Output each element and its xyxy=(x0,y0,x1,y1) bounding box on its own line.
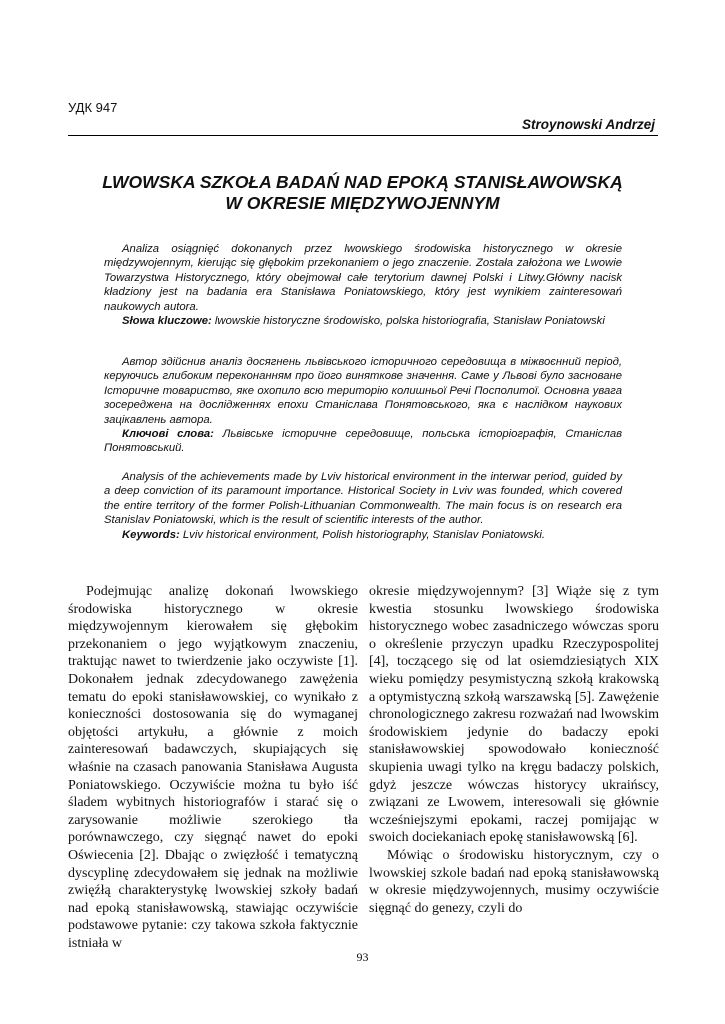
body-paragraph: okresie międzywojennym? [3] Wiąże się z tym kwestia stosunku lwowskiego środowiska historycznego wobec zasadniczego wówczas sporu o określenie przyczyn upadku Rzeczypospolitej [4], toczącego się od lat osiemdziesiątych XIX wieku pomiędzy pesymistyczną szkołą krakowską a optymistyczną szkołą warszawską [5]. Zawężenie chronologicznego zakresu rozważań nad lwowskim środowiskiem jedynie do badaczy epoki stanisławowskiej spowodowało konieczność skupienia uwagi tylko na kręgu badaczy polskich, gdyż jeszcze wówczas historycy ukraińscy, związani ze Lwowem, interesowali się głównie wcześniejszymi epokami, raczej pomijając w swoich dociekaniach epokę stanisławowską [6]. xyxy=(369,584,659,846)
keywords-ukrainian-label: Ключові слова: xyxy=(122,428,214,441)
page-number: 93 xyxy=(356,950,369,964)
header-rule xyxy=(68,135,658,136)
udk-code: УДК 947 xyxy=(68,100,118,115)
title-line-1: LWOWSKA SZKOŁA BADAŃ NAD EPOKĄ STANISŁAWOWSKĄ xyxy=(102,172,623,192)
body-paragraph: Podejmując analizę dokonań lwowskiego środowiska historycznego w okresie międzywojennym kierowałem się głębokim przekonaniem o jego wyjątkowym znaczeniu, traktując nawet to twierdzenie jako oczywiste [1]. Dokonałem jednak zdecydowanego zawężenia tematu do epoki stanisławowskiej, co wynikało z konieczności dostosowania się do wymaganej objętości artykułu, a głównie z moich zainteresowań badawczych, skupiających się właśnie na czasach panowania Stanisława Augusta Poniatowskiego. Oczywiście można tu było iść śladem wybitnych historiografów i starać się o zarysowanie możliwie szerokiego tła porównawczego, czy sięgnąć nawet do epoki Oświecenia [2]. Dbając o zwięzłość i tematyczną dyscyplinę zdecydowałem się jednak na możliwie zwięźłą charakterystykę lwowskiej szkoły badań nad epoką stanisławowską, stawiając oczywiście podstawowe pytanie: czy takowa szkoła faktycznie istniała w xyxy=(68,584,358,951)
abstract-ukrainian xyxy=(104,355,622,456)
body-column-right xyxy=(369,583,659,917)
keywords-polish-label: Słowa kluczowe: xyxy=(122,315,212,328)
keywords-polish-text: lwowskie historyczne środowisko, polska historiografia, Stanisław Poniatowski xyxy=(211,315,605,328)
author-name: Stroynowski Andrzej xyxy=(521,117,655,132)
abstract-english xyxy=(104,470,622,542)
keywords-polish xyxy=(104,314,622,328)
keywords-ukrainian xyxy=(104,427,622,456)
abstract-ukrainian-text: Автор здійснив аналіз досягнень львівського історичного середовища в міжвоєнний період, керуючись глибоким переконанням про його виняткове значення. Саме у Львові було засноване Історичне товариство, яке охопило всю територію колишньої Речі Посполитої. Основна увага зосереджена на дослідженнях епохи Станіслава Понятовського, яка є наслідком наукових зацікавлень автора. xyxy=(104,356,622,426)
title-line-2: W OKRESIE MIĘDZYWOJENNYM xyxy=(225,193,500,214)
abstract-polish-text: Analiza osiągnięć dokonanych przez lwowskiego środowiska historycznego w okresie międzywojennym, kierując się głębokim przekonaniem o jego znaczenie. Została założona we Lwowie Towarzystwa Historycznego, który obejmował całe terytorium dawnej Polski i Litwy.Główny nacisk kładziony jest na badania era Stanisława Poniatowskiego, który jest wynikiem zainteresowań naukowych autora. xyxy=(104,243,622,313)
body-paragraph: Mówiąc o środowisku historycznym, czy o lwowskiej szkole badań nad epoką stanisławowską w okresie międzywojennych, musimy oczywiście sięgnąć do genezy, czyli do xyxy=(369,847,659,916)
abstract-polish xyxy=(104,242,622,328)
abstract-english-text: Analysis of the achievements made by Lviv historical environment in the interwar period, guided by a deep conviction of its paramount importance. Historical Society in Lviv was founded, which covered the entire territory of the former Polish-Lithuanian Commonwealth. The main focus is on research era Stanislav Poniatowski, which is the result of scientific interests of the author. xyxy=(104,471,622,527)
keywords-english xyxy=(104,528,622,542)
keywords-english-label: Keywords: xyxy=(122,528,180,541)
body-column-left xyxy=(68,583,358,952)
keywords-english-text: Lviv historical environment, Polish historiography, Stanislav Poniatowski. xyxy=(179,528,545,541)
keywords-ukrainian-text: Львівське історичне середовище, польська історіографія, Станіслав Понятовський. xyxy=(104,428,622,455)
article-title xyxy=(55,172,670,215)
